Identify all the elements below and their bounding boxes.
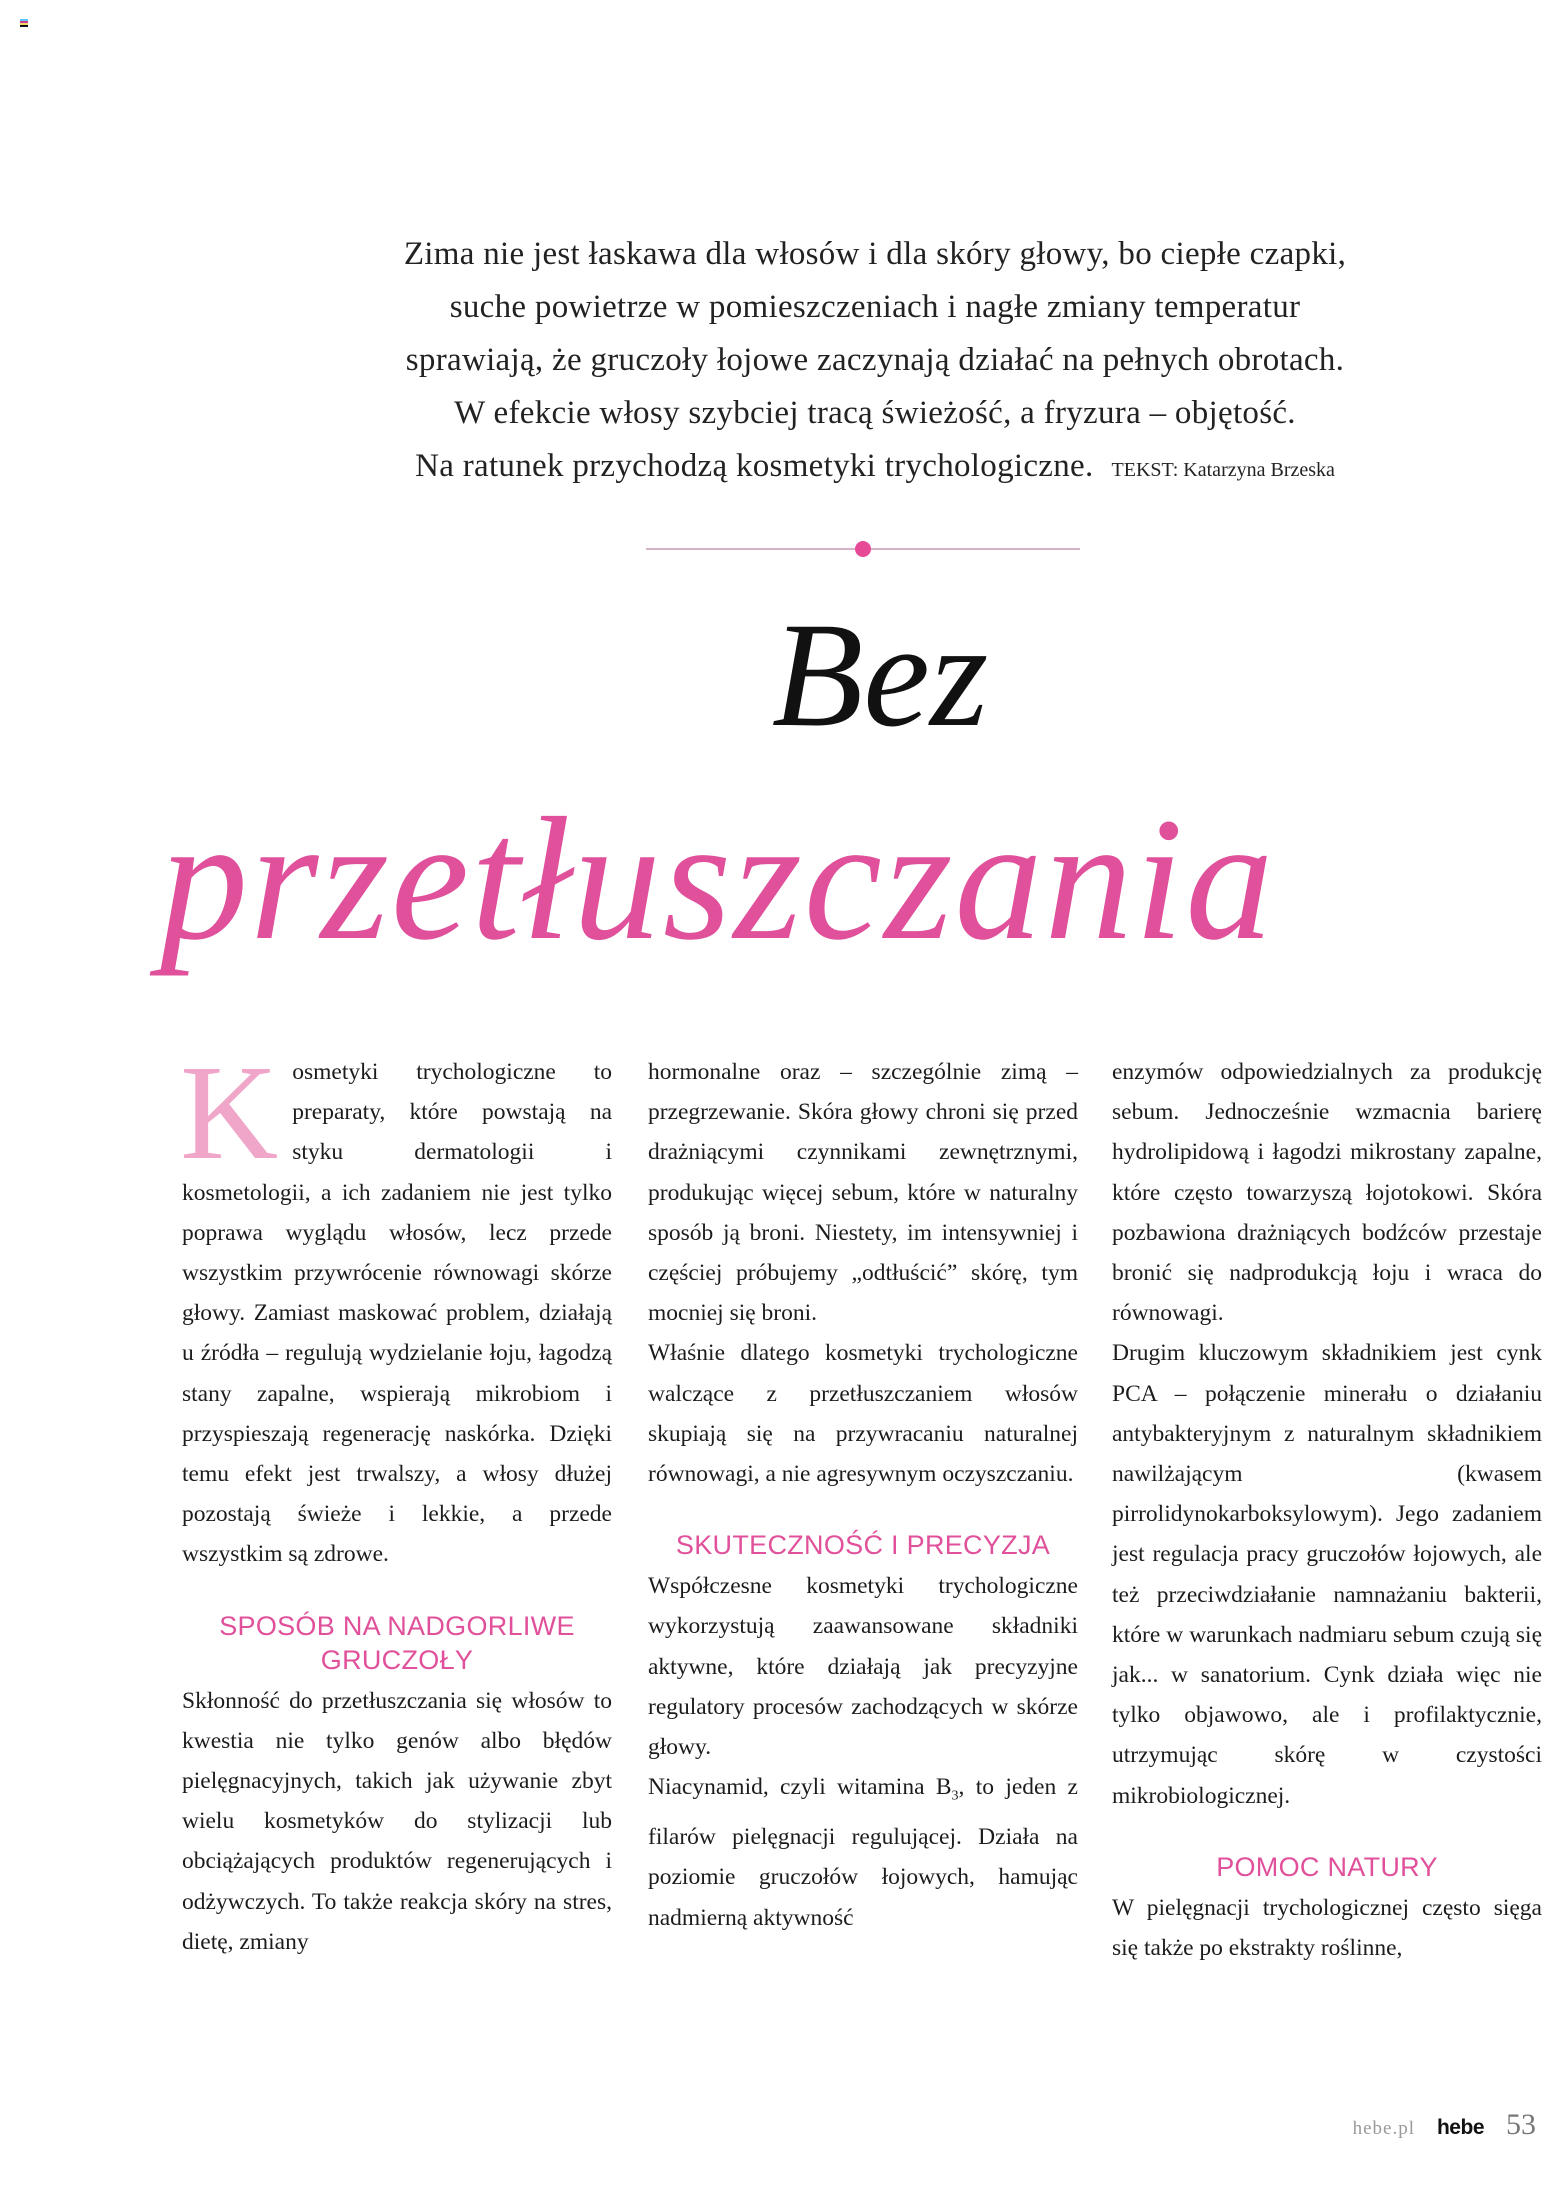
body-paragraph — [648, 1767, 1078, 1938]
text-span: Niacynamid, czyli witamina B — [648, 1774, 952, 1801]
byline: TEKST: Katarzyna Brzeska — [1111, 459, 1335, 481]
lead-paragraph — [300, 228, 1450, 497]
intro-paragraph: osmetyki trychologiczne to preparaty, które powstają na styku dermatologii i kosmetologii, a ich zadaniem nie jest tylko poprawa wyglądu włosów, lecz przede wszystkim przywrócenie równowagi skórze głowy. Zamiast maskować problem, działają u źródła – regulują wydzielanie łoju, łagodzą stany zapalne, wspierają mikrobiom i przyspieszają regenerację naskórka. Dzięki temu efekt jest trwalszy, a włosy dłużej pozostają świeże i lekkie, a przede wszystkim są zdrowe. — [182, 1059, 612, 1568]
body-paragraph: Właśnie dlatego kosmetyki trychologiczne walczące z przetłuszczaniem włosów skupiają się na przywracaniu naturalnej równowagi, a nie agresywnym oczyszczaniu. — [648, 1340, 1078, 1488]
footer-site: hebe.pl — [1352, 2118, 1415, 2139]
section-heading: SKUTECZNOŚĆ I PRECYZJA — [675, 1530, 1051, 1561]
lead-line: suche powietrze w pomieszczeniach i nagłe zmiany temperatur — [449, 289, 1301, 325]
headline-line-1: Bez — [771, 592, 989, 758]
lead-line-last: Na ratunek przychodzą kosmetyki trychologiczne. — [415, 448, 1094, 484]
page-number: 53 — [1506, 2108, 1536, 2141]
text-span: , to jeden z filarów pielęgnacji regulującej. Działa na poziomie gruczołów łojowych, hamując nadmierną aktywność — [648, 1774, 1078, 1931]
lead-line: sprawiają, że gruczoły łojowe zaczynają działać na pełnych obrotach. — [405, 342, 1345, 378]
article-column-2 — [648, 1052, 1078, 1938]
lead-line: W efekcie włosy szybciej tracą świeżość, a fryzura – objętość. — [454, 395, 1296, 431]
body-paragraph: hormonalne oraz – szczególnie zimą – przegrzewanie. Skóra głowy chroni się przed drażniącymi czynnikami zewnętrznymi, produkując więcej sebum, które w naturalny sposób ją broni. Niestety, im intensywniej i częściej próbujemy „odtłuścić” skórę, tym mocniej się broni. — [648, 1059, 1078, 1327]
article-column-3 — [1112, 1052, 1542, 1968]
body-paragraph: Współczesne kosmetyki trychologiczne wykorzystują zaawansowane składniki aktywne, które działają jak precyzyjne regulatory procesów zachodzących w skórze głowy. — [648, 1573, 1078, 1761]
article-column-1 — [180, 1038, 612, 1962]
divider-dot-icon — [855, 541, 871, 557]
body-paragraph: W pielęgnacji trychologicznej często sięga się także po ekstrakty roślinne, — [1112, 1894, 1542, 1962]
body-paragraph: Skłonność do przetłuszczania się włosów to kwestia nie tylko genów albo błędów pielęgnacyjnych, takich jak używanie zbyt wielu kosmetyków do stylizacji lub obciążających produktów regenerujących i odżywczych. To także reakcja skóry na stres, dietę, zmiany — [182, 1687, 612, 1955]
subscript: 3 — [951, 1788, 959, 1804]
printer-registration-mark — [20, 19, 28, 27]
lead-line — [300, 440, 1450, 497]
headline-line-2: przetłuszczania — [160, 782, 1276, 977]
lead-line: Zima nie jest łaskawa dla włosów i dla skóry głowy, bo ciepłe czapki, — [403, 236, 1347, 272]
section-heading: SPOSÓB NA NADGORLIWE GRUCZOŁY — [219, 1610, 575, 1675]
body-paragraph: Drugim kluczowym składnikiem jest cynk PCA – połączenie minerału o działaniu antybakteryjnym z naturalnym składnikiem nawilżającym (kwasem pirrolidynokarboksylowym). Jego zadaniem jest regulacja pracy gruczołów łojowych, ale też przeciwdziałanie namnażaniu bakterii, które w warunkach nadmiaru sebum czują się jak... w sanatorium. Cynk działa więc nie tylko objawowo, ale i profilaktycznie, utrzymując skórę w czystości mikrobiologicznej. — [1112, 1340, 1542, 1809]
body-paragraph: enzymów odpowiedzialnych za produkcję sebum. Jednocześnie wzmacnia barierę hydrolipidową i łagodzi mikrostany zapalne, które często towarzyszą łojotokowi. Skóra pozbawiona drażniących bodźców przestaje bronić się nadprodukcją łoju i wraca do równowagi. — [1112, 1059, 1542, 1327]
page-footer — [1353, 2108, 1536, 2142]
footer-brand-logo: hebe — [1436, 2116, 1484, 2139]
dropcap: K — [180, 1038, 279, 1188]
section-heading: POMOC NATURY — [1216, 1851, 1438, 1882]
